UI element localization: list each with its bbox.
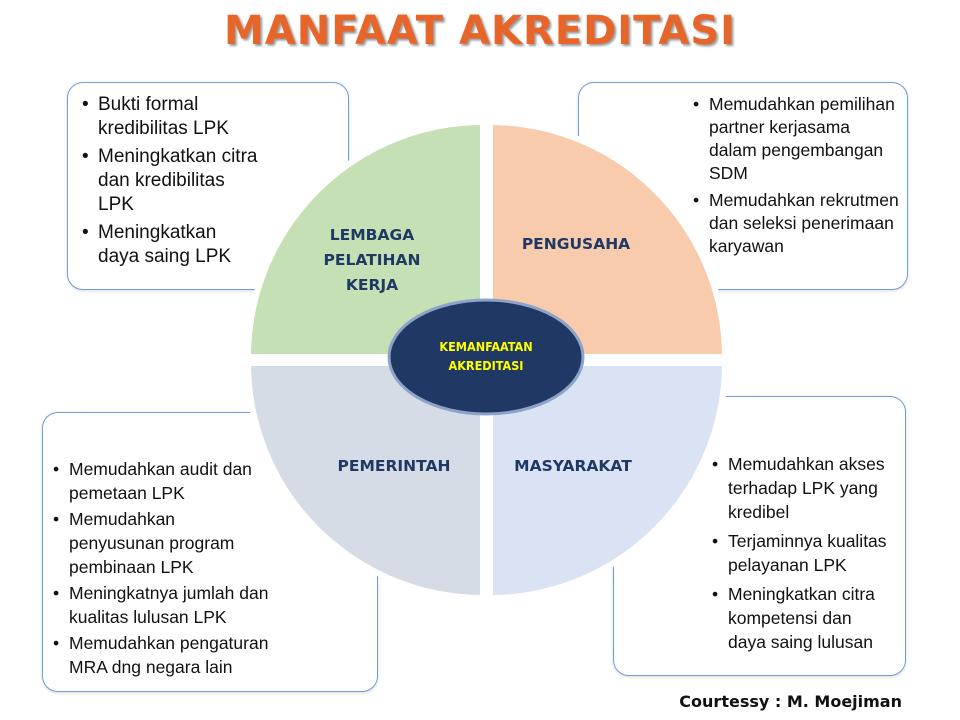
bullet-item: • Meningkatkan citra kompetensi dan daya saing lulusan — [706, 582, 905, 654]
quadrant-label-pemerintah: PEMERINTAH — [337, 457, 451, 475]
bullet-item: • Memudahkan pemilihan partner kerjasama dalam pengembangan SDM — [687, 93, 907, 185]
center-label-line1: KEMANFAATAN — [439, 339, 533, 354]
center-label-line2: AKREDITASI — [448, 358, 524, 373]
page-title: MANFAAT AKREDITASI — [224, 8, 736, 54]
bullet-item: • Terjaminnya kualitas pelayanan LPK — [706, 529, 905, 577]
bullet-item: • Memudahkan akses terhadap LPK yang kredibel — [706, 452, 905, 524]
bullet-item: • Memudahkan penyusunan program pembinaan LPK — [47, 507, 377, 579]
quadrant-label-lpk-line1: LEMBAGA — [329, 226, 415, 244]
bullet-item: • Meningkatkan daya saing LPK — [76, 221, 348, 269]
credit-text: Courtessy : M. Moejiman — [679, 692, 902, 711]
center-ellipse — [389, 300, 583, 414]
bullet-item: • Memudahkan audit dan pemetaan LPK — [47, 457, 377, 505]
quadrant-label-masyarakat: MASYARAKAT — [514, 457, 632, 475]
bullet-item: • Memudahkan rekrutmen dan seleksi penerimaan karyawan — [687, 189, 907, 258]
bullet-item: • Bukti formal kredibilitas LPK — [76, 93, 348, 141]
bullet-item: • Meningkatnya jumlah dan kualitas lulusan LPK — [47, 581, 377, 629]
quadrant-label-pengusaha: PENGUSAHA — [521, 235, 631, 253]
bullet-item: • Memudahkan pengaturan MRA dng negara lain — [47, 631, 377, 679]
quadrant-label-lpk-line3: KERJA — [345, 276, 399, 294]
quadrant-label-lpk-line2: PELATIHAN — [323, 251, 421, 269]
bullet-item: • Meningkatkan citra dan kredibilitas LPK — [76, 145, 348, 217]
